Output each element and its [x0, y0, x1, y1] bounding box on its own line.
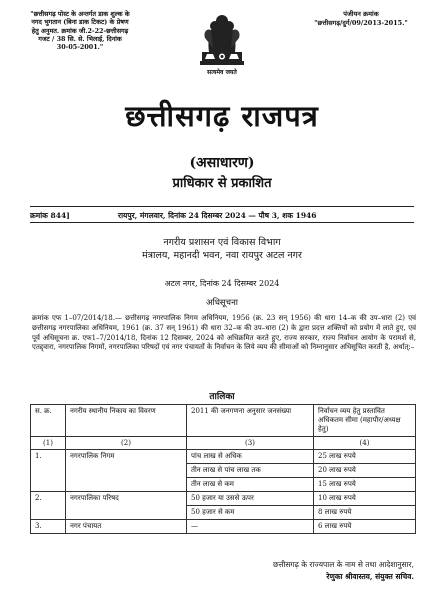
cell-limit: 25 लाख रुपये — [314, 450, 416, 464]
national-emblem-icon — [187, 8, 257, 88]
table-row — [31, 464, 416, 478]
table-row — [31, 450, 416, 464]
cell-limit: 6 लाख रुपये — [314, 520, 416, 534]
cell-serial: 2. — [31, 492, 66, 506]
header-limit: निर्वाचन व्यय हेतु प्रस्तावित अधिकतम सीमा (महापौर/अध्यक्ष हेतु) — [314, 405, 416, 437]
registration-number — [306, 10, 416, 28]
top-divider — [30, 206, 414, 207]
bottom-divider — [30, 222, 414, 223]
cell-body — [66, 506, 187, 520]
cell-limit: 10 लाख रुपये — [314, 492, 416, 506]
cell-body — [66, 478, 187, 492]
cell-serial — [31, 506, 66, 520]
emblem-motto: सत्यमेव जयते — [207, 69, 237, 76]
cell-population: पांच लाख से अधिक — [187, 450, 314, 464]
header-serial: स. क्र. — [31, 405, 66, 437]
registration-value: "छत्तीसगढ़/दुर्ग/09/2013-2015." — [314, 19, 408, 27]
department-address: मंत्रालय, महानदी भवन, नवा रायपुर अटल नगर — [142, 250, 302, 261]
expense-limit-table — [30, 404, 416, 534]
table-number-row — [31, 437, 416, 450]
table-header-row — [31, 405, 416, 437]
col-number: (1) — [31, 437, 66, 450]
cell-limit: 20 लाख रुपये — [314, 464, 416, 478]
table-row — [31, 506, 416, 520]
table-title: तालिका — [209, 392, 235, 402]
postal-line: नगद भुगतान (बिना डाक टिकट) के प्रेषण — [31, 18, 129, 27]
cell-serial — [31, 478, 66, 492]
cell-population: तीन लाख से कम — [187, 478, 314, 492]
table-row — [31, 478, 416, 492]
signatory-name: रेणुका श्रीवास्तव, संयुक्त सचिव. — [326, 572, 414, 581]
gazette-title: छत्तीसगढ़ राजपत्र — [125, 99, 319, 133]
registration-label: पंजीयन क्रमांक — [343, 10, 379, 18]
cell-body: नगरपालिक निगम — [66, 450, 187, 464]
header-body: नगरीय स्थानीय निकाय का विवरण — [66, 405, 187, 437]
cell-limit: 8 लाख रुपये — [314, 506, 416, 520]
cell-population: 50 हजार या उससे ऊपर — [187, 492, 314, 506]
gazette-authority: प्राधिकार से प्रकाशित — [172, 176, 272, 191]
cell-serial: 3. — [31, 520, 66, 534]
cell-serial: 1. — [31, 450, 66, 464]
header-population: 2011 की जनगणना अनुसार जनसंख्या — [187, 405, 314, 437]
signature-order-line: छत्तीसगढ़ के राज्यपाल के नाम से तथा आदेशानुसार, — [272, 560, 414, 569]
notice-body: क्रमांक एफ 1–07/2014/18.— छत्तीसगढ़ नगरपालिक निगम अधिनियम, 1956 (क्र. 23 सन् 1956) की धारा 14–क की उप–धारा (2) एवं छत्तीसगढ़ नगरपालिका अधिनियम, 1961 (क्र. 37 सन् 1961) की धारा 32–क की उप–धारा (2) के द्वारा प्रदत्त शक्तियों को प्रयोग में लाते हुए, एवं पूर्व अधिसूचना क्र. एफ1–7/2014/18, दिनांक 12 दिसम्बर, 2024 को अधिक्रमित करते हुए, राज्य सरकार, राज्य निर्वाचन आयोग के परामर्श से, एतद्द्वारा, नगरपालिक निगमों, नगरपालिका परिषदों एवं नगर पंचायतों के निर्वाचन के लिये व्यय की सीमाओं को निम्नानुसार अधिसूचित करती है, अर्थात्:– — [32, 314, 416, 352]
cell-limit: 15 लाख रुपये — [314, 478, 416, 492]
postal-line: गजट / 38 सि. से. भिलाई, दिनांक — [38, 34, 122, 43]
cell-body: नगरपालिका परिषद — [66, 492, 187, 506]
notice-heading: अधिसूचना — [206, 298, 238, 308]
department-name: नगरीय प्रशासन एवं विकास विभाग — [163, 237, 281, 248]
col-number: (2) — [66, 437, 187, 450]
col-number: (3) — [187, 437, 314, 450]
cell-population: तीन लाख से पांच लाख तक — [187, 464, 314, 478]
postal-line: हेतु अनुमत. क्रमांक जी.2-22-छत्तीसगढ़ — [31, 26, 129, 35]
cell-population: — — [187, 520, 314, 534]
cell-body — [66, 464, 187, 478]
table-row — [31, 520, 416, 534]
gazette-extraordinary: (असाधारण) — [189, 155, 255, 171]
issue-number: क्रमांक 844] — [30, 211, 70, 220]
postal-line: "छत्तीसगढ़ पोस्ट के अन्तर्गत डाक शुल्क के — [30, 10, 130, 18]
table-row — [31, 492, 416, 506]
issue-details: रायपुर, मंगलवार, दिनांक 24 दिसम्बर 2024 — पौष 3, शक 1946 — [118, 211, 317, 220]
postal-permission-note — [20, 10, 140, 51]
cell-population: 50 हजार से कम — [187, 506, 314, 520]
cell-body: नगर पंचायत — [66, 520, 187, 534]
cell-serial — [31, 464, 66, 478]
date-line: अटल नगर, दिनांक 24 दिसम्बर 2024 — [164, 279, 280, 288]
postal-line: 30-05-2001." — [56, 43, 104, 52]
department-block — [0, 236, 444, 262]
col-number: (4) — [314, 437, 416, 450]
